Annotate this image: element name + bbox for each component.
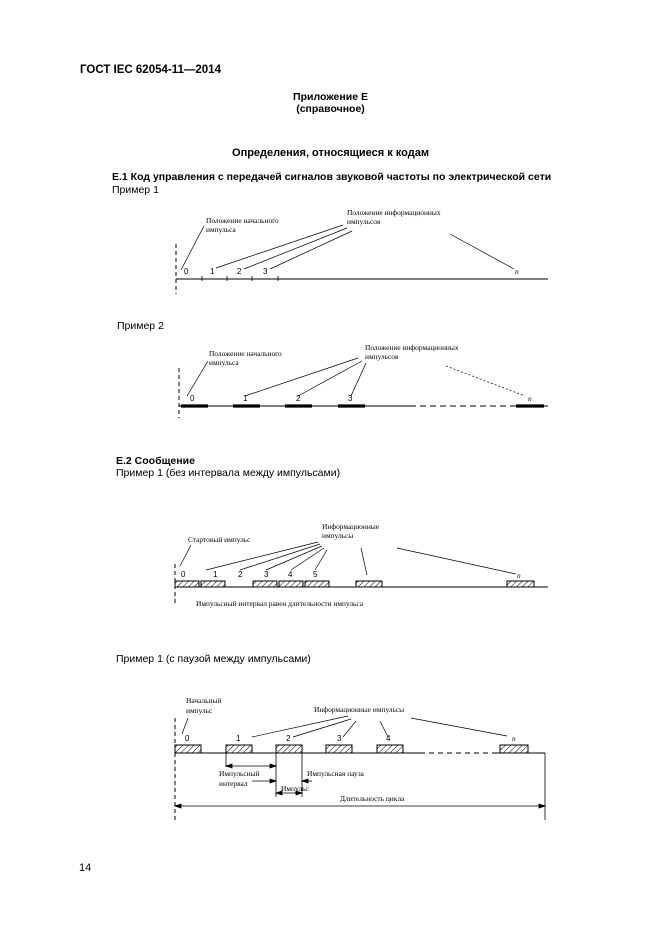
leader-line	[252, 716, 348, 737]
cycle-dimension	[175, 804, 545, 808]
start-pulse-label: импульс	[186, 706, 213, 715]
leader-line	[450, 234, 514, 269]
pulse-number-n: n	[517, 571, 521, 580]
leader-line	[187, 361, 208, 396]
info-pulse	[377, 745, 403, 753]
leader-line	[245, 358, 358, 396]
pulse-number: 0	[181, 570, 186, 579]
e2-example1-caption: Пример 1 (без интервала между импульсами)	[116, 467, 341, 479]
pulse-number: 3	[348, 394, 353, 403]
figure-e1-example2	[179, 358, 548, 418]
pulse-number: 3	[263, 267, 268, 276]
leader-line	[240, 544, 320, 570]
info-pulse	[276, 745, 302, 753]
leader-line	[206, 542, 318, 570]
pulse-number: 1	[210, 267, 215, 276]
info-pulses-label: Информационные импульсы	[314, 705, 405, 714]
pulse-number: 3	[337, 734, 342, 743]
info-pulse	[201, 581, 225, 587]
pulse-number-n: n	[512, 734, 516, 743]
leader-line	[244, 228, 347, 269]
pulse-number: 2	[286, 734, 291, 743]
appendix-type: (справочное)	[296, 103, 365, 115]
leader-line	[351, 363, 366, 396]
cycle-label: Длительность цикла	[340, 794, 405, 803]
leader-line	[446, 366, 525, 396]
standard-code: ГОСТ IEC 62054-11—2014	[80, 64, 221, 76]
start-pulse	[175, 745, 201, 753]
leader-line	[180, 545, 191, 566]
interval-label: интервал	[219, 779, 248, 788]
figure-e1-example1	[176, 225, 548, 294]
start-position-label: импульса	[206, 225, 236, 234]
start-position-label: импульса	[209, 358, 239, 367]
info-pulse	[326, 745, 352, 753]
start-position-label: Положение начального	[206, 216, 279, 225]
interval-note: Импульсный интервал равен длительности импульса	[196, 599, 364, 608]
leader-line	[291, 548, 324, 570]
pulse-number: 1	[236, 734, 241, 743]
leader-line	[298, 361, 362, 396]
info-pulse	[507, 581, 534, 587]
info-position-label: Положение информационных	[365, 343, 459, 352]
section-e1-heading: Е.1 Код управления с передачей сигналов звуковой частоты по электрической сети	[112, 171, 552, 183]
pulse-number: 4	[288, 570, 293, 579]
pause-dimension	[252, 779, 312, 783]
section-e2-heading: Е.2 Сообщение	[116, 455, 195, 467]
start-pulse	[175, 581, 199, 587]
page-number: 14	[79, 862, 92, 874]
pulse-number: 0	[184, 267, 189, 276]
leader-line	[361, 548, 367, 575]
e1-example1-caption: Пример 1	[112, 184, 159, 196]
interval-label: Импульсный	[219, 769, 260, 778]
info-pulse	[356, 581, 382, 587]
pulse-number: 4	[386, 734, 391, 743]
leader-line	[266, 546, 322, 570]
pulse-number: 3	[264, 570, 269, 579]
e2-example2-caption: Пример 1 (с паузой между импульсами)	[116, 653, 311, 665]
figure-e2-example1	[175, 542, 548, 604]
start-position-label: Положение начального	[209, 349, 282, 358]
pulse-label: Импульс	[281, 784, 309, 793]
leader-line	[397, 548, 516, 574]
appendix-title: Приложение Е	[293, 91, 368, 103]
pulse-number: 0	[185, 734, 190, 743]
info-pulses-label: Информационные	[322, 522, 380, 531]
leader-line	[270, 231, 352, 269]
start-pulse-label: Стартовый импульс	[188, 535, 251, 544]
pulse-number-n: n	[515, 267, 519, 276]
info-pulse	[253, 581, 277, 587]
pulse-number: 1	[243, 394, 248, 403]
info-pulse	[305, 581, 329, 587]
info-pulses-label: импульсы	[322, 531, 354, 540]
pulse-number: 2	[296, 394, 301, 403]
info-pulse	[226, 745, 252, 753]
pulse-number-n: n	[528, 394, 532, 403]
section-title: Определения, относящиеся к кодам	[232, 147, 429, 159]
leader-line	[182, 718, 188, 734]
info-position-label: импульсов	[347, 217, 381, 226]
info-position-label: импульсов	[365, 352, 399, 361]
interval-dimension	[226, 764, 276, 768]
start-pulse-label: Начальный	[186, 696, 222, 705]
pulse-number: 2	[237, 267, 242, 276]
pulse-number: 5	[313, 570, 318, 579]
leader-line	[181, 226, 204, 270]
e1-example2-caption: Пример 2	[117, 320, 164, 332]
leader-line	[411, 718, 507, 736]
info-position-label: Положение информационных	[347, 208, 441, 217]
figure-e2-example2	[175, 716, 545, 820]
info-pulse	[279, 581, 303, 587]
pulse-number: 1	[213, 570, 218, 579]
leader-line	[343, 721, 356, 737]
pulse-number: 0	[190, 394, 195, 403]
info-pulse	[500, 745, 528, 753]
pause-label: Импульсная пауза	[307, 769, 364, 778]
pulse-number: 2	[238, 570, 243, 579]
